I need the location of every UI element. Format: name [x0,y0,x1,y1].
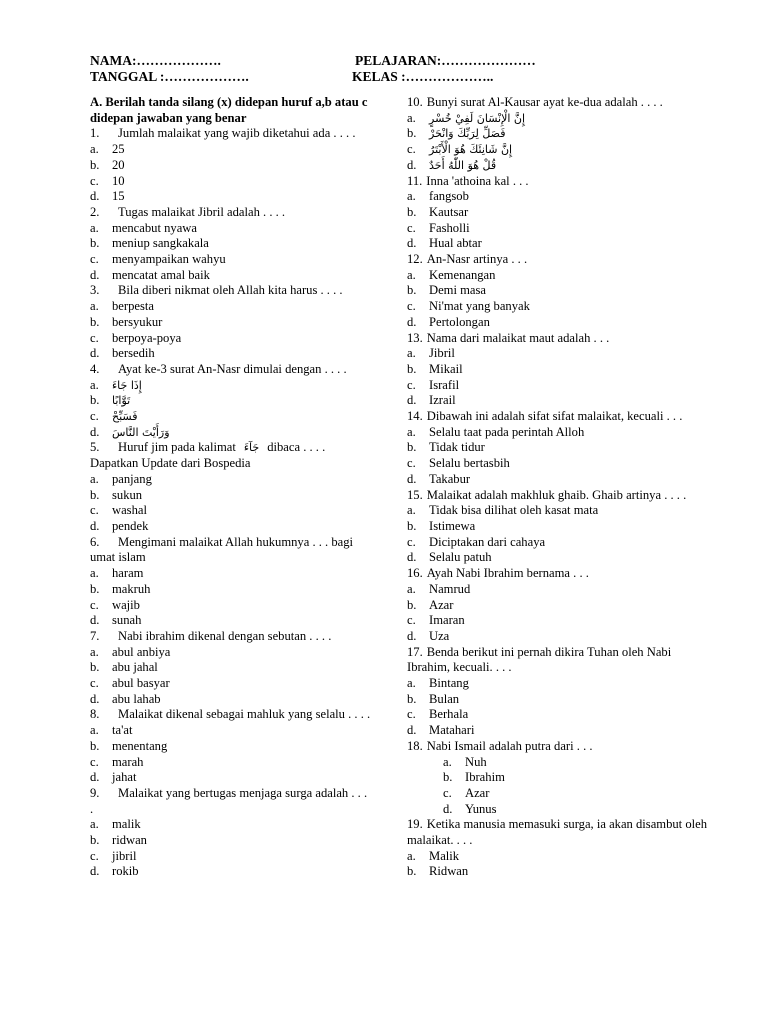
question-number: 10. [407,95,423,109]
question-text: Ayat ke-3 surat An-Nasr dimulai dengan . . . . [118,361,347,376]
option-b[interactable]: b. Kautsar [407,204,469,219]
option-c[interactable]: c. wajib [90,597,140,612]
option-d[interactable]: d. rokib [90,864,139,879]
question-5 [90,440,372,534]
question-text: Bila diberi nikmat oleh Allah kita harus . . . . [118,283,343,298]
option-b[interactable]: b. 20 [90,157,125,172]
option-d[interactable]: d. mencatat amal baik [90,267,210,282]
question-12 [407,252,707,331]
option-d[interactable]: d. Pertolongan [407,314,490,329]
option-b[interactable]: b. Azar [407,597,454,612]
question-text: Benda berikut ini pernah dikira Tuhan oleh Nabi Ibrahim, kecuali. . . . [407,644,672,675]
option-c[interactable]: c. Azar [443,785,490,800]
option-a[interactable]: a. abul anbiya [90,644,171,659]
option-b[interactable]: b. bersyukur [90,314,163,329]
option-d[interactable]: d. bersedih [90,346,155,361]
option-b[interactable]: b. تَوَّابًا [90,393,131,408]
option-a[interactable]: a. 25 [90,142,125,157]
option-b[interactable]: b. فَصَلِّ لِرَبِّكَ وَانْحَرْ [407,126,506,141]
option-a[interactable]: a. Nuh [443,754,487,769]
subject-field: PELAJARAN:………………… [355,53,536,68]
question-text: Bunyi surat Al-Kausar ayat ke-dua adalah . . . . [426,95,663,109]
option-b[interactable]: b. meniup sangkakala [90,236,209,251]
question-text: Jumlah malaikat yang wajib diketahui ada . . . . [118,126,356,141]
question-number: 2. [90,204,100,219]
option-b[interactable]: b. Tidak tidur [407,440,485,455]
question-2 [90,205,372,284]
question-text: Dibawah ini adalah sifat sifat malaikat, kecuali . . . [426,409,683,424]
option-a[interactable]: a. Malik [407,848,460,863]
question-number: 5. [90,440,100,455]
option-a[interactable]: a. malik [90,817,141,832]
question-text: Malaikat yang bertugas menjaga surga adalah . . . . [90,785,368,816]
question-number: 17. [407,644,423,659]
name-field: NAMA:………………. [90,53,221,68]
question-number: 11. [407,173,423,188]
option-a[interactable]: a. ta'at [90,723,133,738]
option-d[interactable]: d. sunah [90,613,142,628]
option-d[interactable]: d. Matahari [407,723,475,738]
question-number: 9. [90,785,100,800]
question-11 [407,174,707,253]
left-column [90,95,372,880]
option-c[interactable]: c. Imaran [407,613,465,628]
option-d[interactable]: d. Uza [407,628,450,643]
question-1 [90,126,372,205]
option-a[interactable]: a. haram [90,566,144,581]
question-number: 8. [90,707,100,722]
arabic-word: جَآءَ [243,441,260,455]
question-text: Nabi Ismail adalah putra dari . . . [426,738,593,753]
option-b[interactable]: b. sukun [90,487,143,502]
option-d[interactable]: d. Yunus [443,801,497,816]
question-number: 3. [90,283,100,298]
option-d[interactable]: d. Takabur [407,471,471,486]
option-b[interactable]: b. makruh [90,581,151,596]
option-d[interactable]: d. وَرَأَيْتَ النَّاسَ [90,424,170,439]
option-a[interactable]: a. Tidak bisa dilihat oleh kasat mata [407,503,599,518]
question-text: Huruf jim pada kalimat [118,440,236,455]
option-c[interactable]: c. Berhala [407,707,469,722]
option-c[interactable]: c. فَسَبِّحْ [90,409,138,424]
option-b[interactable]: b. Bulan [407,691,460,706]
question-number: 1. [90,126,100,141]
option-d[interactable]: d. pendek [90,518,149,533]
option-c[interactable]: c. Diciptakan dari cahaya [407,534,546,549]
question-7 [90,629,372,708]
option-c[interactable]: c. washal [90,503,147,518]
option-a[interactable]: a. berpesta [90,299,154,314]
option-b[interactable]: b. abu jahal [90,660,158,675]
question-15 [407,488,707,567]
option-c[interactable]: c. abul basyar [90,676,170,691]
option-d[interactable]: d. Izrail [407,393,456,408]
question-text: Ketika manusia memasuki surga, ia akan disambut oleh malaikat. . . . [407,817,708,848]
option-c[interactable]: c. Israfil [407,377,460,392]
class-field: KELAS :……………….. [352,69,494,84]
question-text: An-Nasr artinya . . . [426,252,528,267]
option-b[interactable]: b. Mikail [407,361,463,376]
right-column [407,95,707,880]
option-a[interactable]: a. Jibril [407,346,455,361]
instruction-text: A. Berilah tanda silang (x) didepan huruf a,b atau c didepan jawaban yang benar [90,95,368,125]
question-number: 19. [407,817,423,832]
question-13 [407,331,707,410]
option-a[interactable]: a. إِنَّ الْإِنْسَانَ لَفِيْ خُسْرٍ [407,110,526,125]
question-number: 6. [90,534,100,549]
option-c[interactable]: c. Ni'mat yang banyak [407,299,530,314]
date-field: TANGGAL :………………. [90,69,249,84]
option-a[interactable]: a. Bintang [407,676,469,691]
option-d[interactable]: d. قُلْ هُوَ اللّٰهُ أَحَدٌ [407,157,497,172]
option-a[interactable]: a. Namrud [407,581,471,596]
question-3 [90,283,372,362]
question-number: 15. [407,487,423,502]
option-c[interactable]: c. menyampaikan wahyu [90,252,226,267]
question-number: 18. [407,738,423,753]
option-b[interactable]: b. menentang [90,738,168,753]
option-a[interactable]: a. mencabut nyawa [90,220,197,235]
question-18 [407,739,707,818]
option-a[interactable]: a. Selalu taat pada perintah Alloh [407,424,585,439]
option-c[interactable]: c. 10 [90,173,125,188]
question-text-continued: dibaca . . . . Dapatkan Update dari Bospedia [90,440,326,471]
question-text: Nabi ibrahim dikenal dengan sebutan . . . . [118,628,332,643]
question-19 [407,817,707,880]
option-d[interactable]: d. jahat [90,770,137,785]
option-c[interactable]: c. berpoya-poya [90,330,182,345]
option-c[interactable]: c. jibril [90,848,137,863]
option-a[interactable]: a. panjang [90,471,152,486]
option-a[interactable]: a. Kemenangan [407,267,496,282]
option-d[interactable]: d. Selalu patuh [407,550,492,565]
question-14 [407,409,707,488]
question-number: 4. [90,361,100,376]
option-d[interactable]: d. abu lahab [90,691,161,706]
question-16 [407,566,707,645]
question-number: 14. [407,409,423,424]
question-number: 13. [407,330,423,345]
option-b[interactable]: b. Istimewa [407,518,476,533]
question-text: Mengimani malaikat Allah hukumnya . . . bagi umat islam [90,534,354,565]
question-text: Nama dari malaikat maut adalah . . . [426,330,610,345]
question-text: Malaikat adalah makhluk ghaib. Ghaib artinya . . . . [426,487,687,502]
question-10 [407,95,707,174]
option-d[interactable]: d. 15 [90,189,125,204]
question-8 [90,707,372,786]
question-text: Tugas malaikat Jibril adalah . . . . [118,204,286,219]
question-17 [407,645,707,739]
option-b[interactable]: b. ridwan [90,833,147,848]
option-c[interactable]: c. marah [90,754,144,769]
question-text: Inna 'athoina kal . . . [426,173,529,188]
question-number: 7. [90,628,100,643]
question-number: 12. [407,252,423,267]
option-c[interactable]: c. Selalu bertasbih [407,456,510,471]
question-text: Malaikat dikenal sebagai mahluk yang selalu . . . . [118,707,371,722]
question-9 [90,786,372,880]
option-c[interactable]: c. إِنَّ شَانِئَكَ هُوَ الْأَبْتَرُ [407,142,513,157]
option-a[interactable]: a. fangsob [407,189,469,204]
option-d[interactable]: d. Hual abtar [407,236,482,251]
option-a[interactable]: a. إِذَا جَاءَ [90,377,142,392]
option-b[interactable]: b. Ibrahim [443,770,505,785]
question-6 [90,535,372,629]
option-b[interactable]: b. Ridwan [407,864,469,879]
question-number: 16. [407,566,423,581]
question-text: Ayah Nabi Ibrahim bernama . . . [426,566,589,581]
option-c[interactable]: c. Fasholli [407,220,470,235]
option-b[interactable]: b. Demi masa [407,283,487,298]
question-4 [90,362,372,441]
